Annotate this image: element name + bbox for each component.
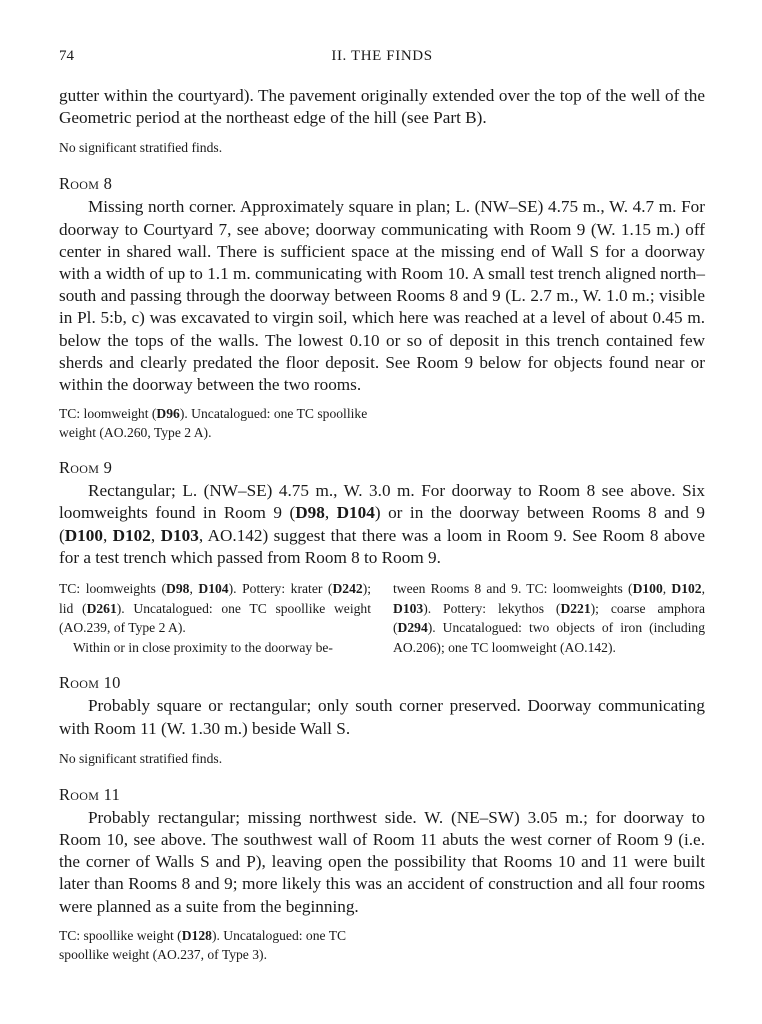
- page: [59, 48, 705, 964]
- room8-finds: TC: loomweight (D96). Uncatalogued: one TC spoollike weight (AO.260, Type 2 A).: [59, 406, 368, 441]
- room9-finds: [59, 579, 705, 657]
- catalogue-ref: D261: [86, 600, 117, 616]
- intro-finds: No significant stratified finds.: [59, 140, 223, 156]
- page-header: [59, 48, 705, 70]
- room10-heading: Room 10: [59, 673, 121, 693]
- catalogue-ref: D128: [181, 927, 212, 943]
- catalogue-ref: D103: [160, 525, 199, 545]
- room10-paragraph: Probably square or rectangular; only south corner preserved. Doorway communicating with Room 11 (W. 1.30 m.) beside Wall S.: [59, 696, 705, 738]
- catalogue-ref: D98: [295, 503, 325, 523]
- catalogue-ref: D104: [336, 503, 375, 523]
- page-number: 74: [59, 48, 74, 64]
- catalogue-ref: D104: [198, 581, 229, 597]
- room8-paragraph: Missing north corner. Approximately square in plan; L. (NW–SE) 4.75 m., W. 4.7 m. For doorway to Courtyard 7, see above; doorway communicating with Room 9 (W. 1.15 m.) off center in shared wall. There is sufficient space at the missing end of Wall S for a doorway with a width of up to 1.1 m. communicating with Room 10. A small test trench aligned north–south and passing through the doorway between Rooms 8 and 9 (L. 2.7 m., W. 1.0 m.; visible in Pl. 5:b, c) was excavated to virgin soil, which here was reached at a level of about 0.45 m. below the tops of the walls. The lowest 0.10 or so of deposit in this trench contained few sherds and clearly predated the floor deposit. See Room 9 below for objects found near or within the doorway between the two rooms.: [59, 197, 705, 395]
- catalogue-ref: D102: [671, 581, 702, 597]
- catalogue-ref: D294: [397, 620, 428, 636]
- catalogue-ref: D242: [332, 581, 363, 597]
- room11-finds: TC: spoollike weight (D128). Uncatalogued: one TC spoollike weight (AO.237, of Type 3).: [59, 927, 347, 962]
- catalogue-ref: D98: [166, 581, 190, 597]
- room9-finds-left: TC: loomweights (D98, D104). Pottery: krater (D242); lid (D261). Uncatalogued: one TC spoollike weight (AO.239, of Type 2 A). Within or in close proximity to the doorway be-: [59, 581, 371, 655]
- catalogue-ref: D103: [393, 600, 424, 616]
- room11-heading: Room 11: [59, 784, 121, 804]
- room9-heading: Room 9: [59, 458, 113, 478]
- room9-paragraph: Rectangular; L. (NW–SE) 4.75 m., W. 3.0 m. For doorway to Room 8 see above. Six loomweights found in Room 9 (D98, D104) or in the doorway between Rooms 8 and 9 (D100, D102, D103, AO.142) suggest that there was a loom in Room 9. See Room 8 above for a test trench which passed from Room 8 to Room 9.: [59, 481, 706, 567]
- room10-finds: No significant stratified finds.: [59, 750, 223, 766]
- catalogue-ref: D100: [64, 525, 103, 545]
- catalogue-ref: D100: [632, 581, 663, 597]
- room8-heading: Room 8: [59, 174, 113, 194]
- room11-paragraph: Probably rectangular; missing northwest side. W. (NE–SW) 3.05 m.; for doorway to Room 10, see above. The southwest wall of Room 11 abuts the west corner of Room 9 (i.e. the corner of Walls S and P), leaving open the possibility that Rooms 10 and 11 were built later than Rooms 8 and 9; more likely this was an accident of construction and all four rooms were planned as a suite from the beginning.: [59, 807, 705, 916]
- catalogue-ref: D221: [560, 600, 591, 616]
- catalogue-ref: D102: [112, 525, 151, 545]
- running-head: II. THE FINDS: [331, 48, 433, 64]
- catalogue-ref: D96: [156, 406, 180, 422]
- intro-paragraph: gutter within the courtyard). The pavement originally extended over the top of the well of the Geometric period at the northeast edge of the hill (see Part B).: [59, 86, 705, 128]
- room9-finds-right: tween Rooms 8 and 9. TC: loomweights (D100, D102, D103). Pottery: lekythos (D221); coarse amphora (D294). Uncatalogued: two objects of iron (including AO.206); one TC loomweight (AO.142).: [393, 581, 705, 655]
